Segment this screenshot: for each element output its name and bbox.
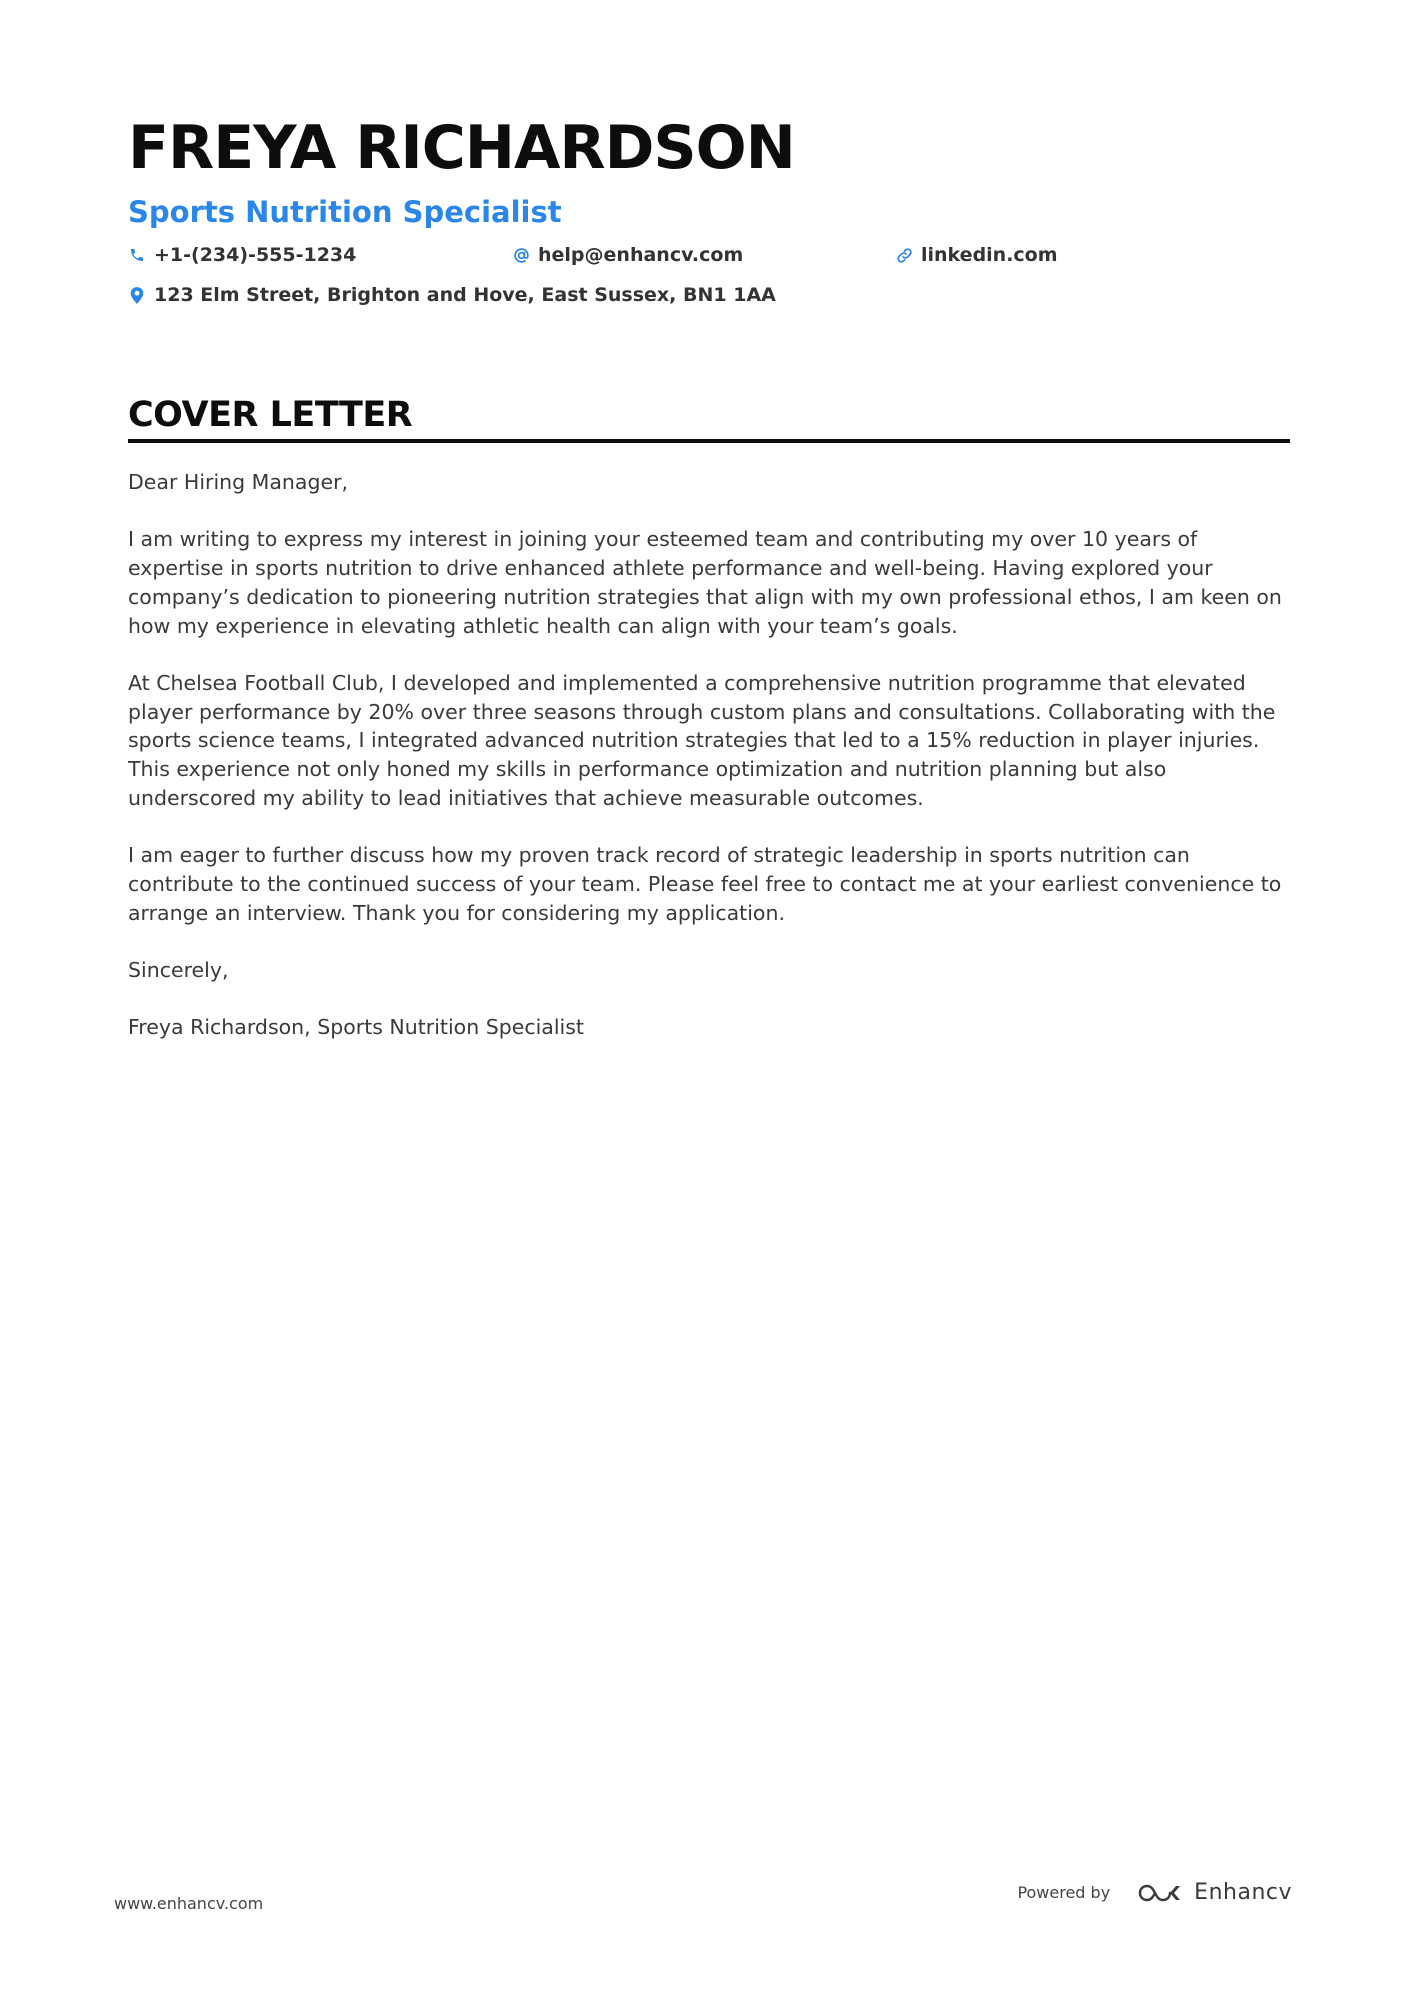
footer-website-link[interactable]: www.enhancv.com xyxy=(114,1894,264,1913)
letter-body xyxy=(128,468,1290,1071)
at-sign-icon xyxy=(512,246,530,264)
contact-phone[interactable] xyxy=(128,244,356,266)
address-text: 123 Elm Street, Brighton and Hove, East Sussex, BN1 1AA xyxy=(154,284,776,306)
phone-icon xyxy=(128,246,146,264)
linkedin-text: linkedin.com xyxy=(921,244,1058,266)
resume-header xyxy=(128,110,1290,324)
letter-closing: Sincerely, xyxy=(128,957,229,982)
phone-text: +1-(234)-555-1234 xyxy=(154,244,357,266)
letter-signature: Freya Richardson, Sports Nutrition Specialist xyxy=(128,1015,584,1040)
enhancv-logo-icon xyxy=(1136,1881,1184,1905)
candidate-role: Sports Nutrition Specialist xyxy=(128,195,562,229)
letter-paragraph: I am writing to express my interest in joining your esteemed team and contributing my over 10 years of expertise in sports nutrition to drive enhanced athlete performance and well-being. Having explored your company’s dedication to pioneering nutrition strategies that align with my own professional ethos, I am keen on how my experience in elevating athletic health can align with your team’s goals. xyxy=(128,527,1282,638)
link-icon xyxy=(895,246,913,264)
section-title-cover-letter: COVER LETTER xyxy=(128,393,1290,443)
location-pin-icon xyxy=(128,286,146,304)
footer-branding xyxy=(1017,1880,1292,1905)
letter-paragraph: I am eager to further discuss how my proven track record of strategic leadership in sports nutrition can contribute to the continued success of your team. Please feel free to contact me at your earliest convenience to arrange an interview. Thank you for considering my application. xyxy=(128,843,1282,925)
contact-info xyxy=(128,244,1290,324)
letter-paragraph: At Chelsea Football Club, I developed and implemented a comprehensive nutrition programme that elevated player performance by 20% over three seasons through custom plans and consultations. Collaborating with the sports science teams, I integrated advanced nutrition strategies that led to a 15% reduction in player injuries. This experience not only honed my skills in performance optimization and nutrition planning but also underscored my ability to lead initiatives that achieve measurable outcomes. xyxy=(128,670,1276,810)
contact-address xyxy=(128,284,776,306)
contact-linkedin[interactable] xyxy=(895,244,1058,266)
email-text: help@enhancv.com xyxy=(538,244,744,266)
candidate-name: FREYA RICHARDSON xyxy=(128,113,795,183)
letter-greeting: Dear Hiring Manager, xyxy=(128,470,349,494)
powered-by-label: Powered by xyxy=(1017,1883,1111,1902)
contact-email[interactable] xyxy=(512,244,743,266)
enhancv-brand-name: Enhancv xyxy=(1194,1880,1292,1905)
